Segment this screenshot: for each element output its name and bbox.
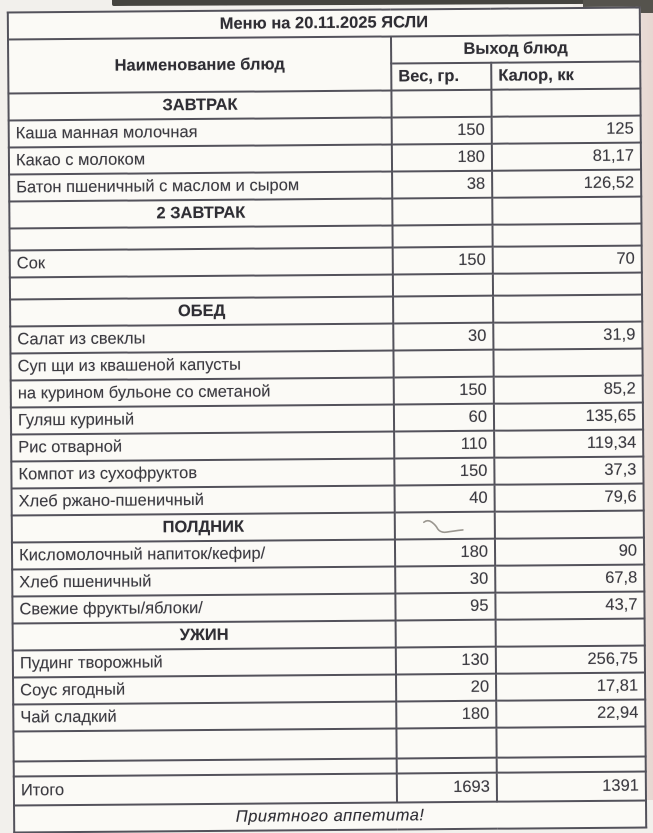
cell-calories: 1391 bbox=[497, 772, 646, 802]
cell-calories bbox=[496, 727, 645, 758]
cell-weight bbox=[392, 198, 492, 226]
cell-calories: 70 bbox=[493, 246, 642, 274]
cell-dish-name: Салат из свеклы bbox=[10, 323, 393, 353]
cell-calories: 126,52 bbox=[492, 170, 641, 198]
section-label: ПОЛДНИК bbox=[12, 512, 395, 542]
cell-dish-name: Чай сладкий bbox=[13, 701, 396, 731]
cell-weight bbox=[391, 90, 491, 118]
cell-dish-name bbox=[9, 225, 392, 250]
cell-dish-name: Суп щи из квашеной капусты bbox=[10, 350, 393, 380]
cell-weight: 20 bbox=[396, 674, 496, 702]
cell-calories: 90 bbox=[495, 538, 644, 566]
cell-weight bbox=[396, 728, 496, 759]
cell-weight: 1693 bbox=[397, 773, 497, 803]
section-label: 2 ЗАВТРАК bbox=[9, 198, 392, 228]
cell-weight: 30 bbox=[393, 323, 493, 351]
page-title: Меню на 20.11.2025 ЯСЛИ bbox=[8, 8, 640, 40]
cell-weight: 40 bbox=[395, 485, 495, 513]
cell-calories: 17,81 bbox=[496, 673, 645, 701]
cell-dish-name: Каша манная молочная bbox=[9, 117, 392, 147]
cell-weight: 180 bbox=[392, 144, 492, 172]
menu-table-body bbox=[8, 8, 646, 833]
cell-calories bbox=[493, 295, 642, 323]
cell-calories bbox=[493, 349, 642, 377]
column-header-weight: Вес, гр. bbox=[391, 63, 491, 91]
cell-weight bbox=[397, 758, 497, 774]
cell-calories: 85,2 bbox=[494, 376, 643, 404]
section-label: УЖИН bbox=[13, 620, 396, 650]
cell-weight bbox=[393, 274, 493, 297]
cell-dish-name: на курином бульоне со сметаной bbox=[11, 377, 394, 407]
cell-weight: 180 bbox=[396, 701, 496, 729]
cell-calories: 119,34 bbox=[494, 430, 643, 458]
menu-table bbox=[7, 7, 647, 833]
cell-dish-name: Итого bbox=[14, 773, 397, 805]
section-label: ОБЕД bbox=[10, 296, 393, 326]
cell-calories bbox=[492, 197, 641, 225]
cell-dish-name bbox=[10, 274, 393, 299]
cell-calories: 67,8 bbox=[495, 565, 644, 593]
scan-artifact-top-edge bbox=[112, 0, 653, 6]
cell-weight bbox=[393, 296, 493, 324]
empty-row bbox=[13, 727, 645, 762]
cell-dish-name: Свежие фрукты/яблоки/ bbox=[12, 593, 395, 623]
cell-weight: 95 bbox=[395, 593, 495, 621]
cell-weight bbox=[393, 350, 493, 378]
cell-weight: 30 bbox=[395, 566, 495, 594]
cell-weight: 150 bbox=[393, 247, 493, 275]
cell-dish-name: Сок bbox=[10, 247, 393, 277]
cell-calories bbox=[495, 511, 644, 539]
cell-calories bbox=[496, 619, 645, 647]
column-header-output-group: Выход блюд bbox=[391, 35, 640, 64]
cell-calories: 81,17 bbox=[492, 143, 641, 171]
cell-calories bbox=[493, 273, 642, 296]
column-header-calories: Калор, кк bbox=[491, 62, 640, 90]
cell-dish-name: Какао с молоком bbox=[9, 144, 392, 174]
cell-dish-name: Рис отварной bbox=[11, 431, 394, 461]
cell-weight bbox=[396, 620, 496, 648]
cell-calories: 125 bbox=[492, 116, 641, 144]
cell-weight: 150 bbox=[394, 377, 494, 405]
cell-calories bbox=[497, 757, 646, 773]
footer-row bbox=[14, 801, 646, 833]
section-label: ЗАВТРАК bbox=[8, 90, 391, 120]
cell-calories: 43,7 bbox=[495, 592, 644, 620]
cell-dish-name: Кисломолочный напиток/кефир/ bbox=[12, 539, 395, 569]
cell-dish-name: Батон пшеничный с маслом и сыром bbox=[9, 171, 392, 201]
cell-dish-name: Хлеб ржано-пшеничный bbox=[12, 485, 395, 515]
cell-weight: 110 bbox=[394, 431, 494, 459]
cell-weight: 150 bbox=[392, 117, 492, 145]
cell-dish-name: Хлеб пшеничный bbox=[12, 566, 395, 596]
cell-dish-name: Компот из сухофруктов bbox=[11, 458, 394, 488]
cell-calories: 22,94 bbox=[496, 700, 645, 728]
menu-footer: Приятного аппетита! bbox=[14, 801, 646, 833]
cell-weight: 38 bbox=[392, 171, 492, 199]
cell-weight: 130 bbox=[396, 647, 496, 675]
cell-weight: 60 bbox=[394, 404, 494, 432]
cell-calories: 79,6 bbox=[495, 484, 644, 512]
pen-mark-icon bbox=[421, 517, 469, 533]
cell-calories: 31,9 bbox=[493, 322, 642, 350]
column-header-name: Наименование блюд bbox=[8, 36, 391, 93]
cell-dish-name: Пудинг творожный bbox=[13, 647, 396, 677]
cell-calories bbox=[492, 224, 641, 247]
cell-dish-name: Гуляш куриный bbox=[11, 404, 394, 434]
cell-calories: 256,75 bbox=[496, 646, 645, 674]
cell-weight bbox=[395, 512, 495, 540]
cell-weight: 180 bbox=[395, 539, 495, 567]
cell-calories: 37,3 bbox=[494, 457, 643, 485]
cell-calories bbox=[491, 89, 640, 117]
cell-weight: 150 bbox=[394, 458, 494, 486]
cell-weight bbox=[392, 225, 492, 248]
cell-dish-name bbox=[13, 728, 396, 761]
cell-dish-name: Соус ягодный bbox=[13, 674, 396, 704]
cell-calories: 135,65 bbox=[494, 403, 643, 431]
